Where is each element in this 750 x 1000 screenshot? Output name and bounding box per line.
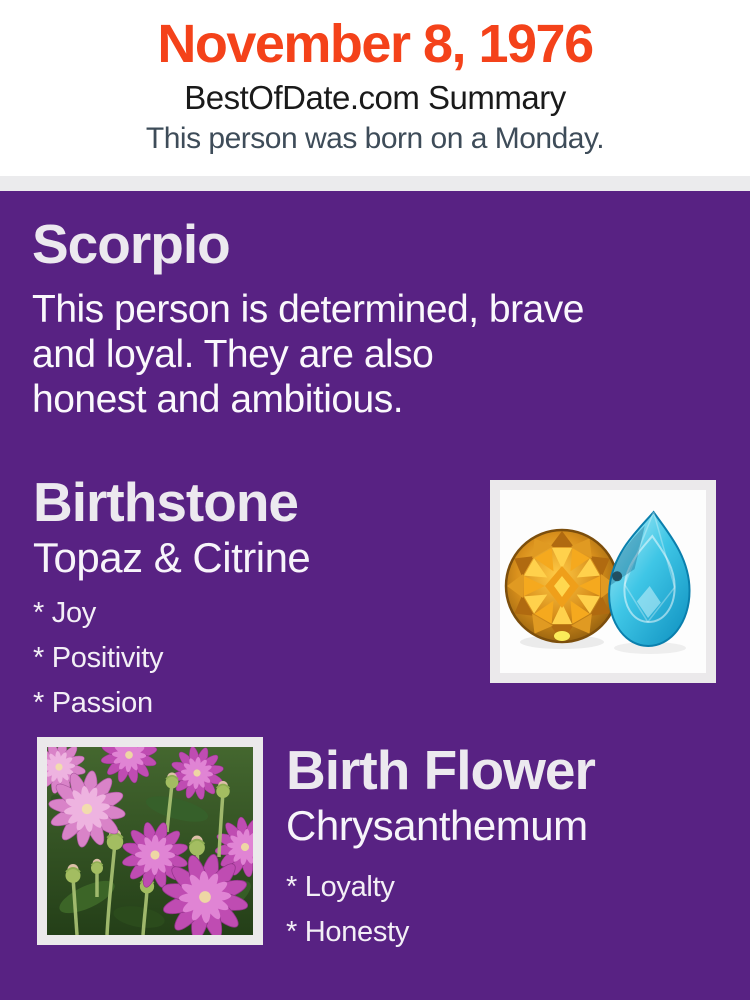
birth-flower-heading: Birth Flower (286, 739, 595, 801)
birth-flower-trait-list (286, 865, 595, 955)
date-title: November 8, 1976 (157, 14, 593, 74)
birth-flower-section (286, 739, 595, 955)
zodiac-description (32, 287, 584, 422)
chrysanthemum-image (47, 747, 253, 935)
birthstone-trait: * Joy (33, 597, 96, 629)
header-divider (0, 176, 750, 191)
birthstone-heading: Birthstone (33, 471, 298, 533)
zodiac-desc-line-3: honest and ambitious. (32, 378, 404, 421)
summary-body (0, 191, 750, 1000)
birth-flower-photo-card (37, 737, 263, 945)
header (0, 0, 750, 176)
zodiac-desc-line-2: and loyal. They are also (32, 333, 434, 376)
birth-flower-name: Chrysanthemum (286, 802, 588, 849)
zodiac-desc-line-1: This person is determined, brave (32, 288, 584, 331)
birthstone-trait: * Passion (33, 687, 153, 719)
birth-flower-trait: * Honesty (286, 916, 410, 948)
birthstone-gems-image (500, 490, 706, 673)
birthstone-photo-card (490, 480, 716, 683)
birthstone-trait-list (33, 591, 310, 726)
site-summary: BestOfDate.com Summary (184, 79, 566, 116)
citrine-gem-graphic (506, 530, 618, 642)
chrysanthemum-graphic (47, 747, 253, 935)
gems-graphic (500, 490, 706, 673)
birthstone-name: Topaz & Citrine (33, 534, 311, 581)
born-day-line: This person was born on a Monday. (145, 122, 605, 155)
birthstone-trait: * Positivity (33, 642, 164, 674)
zodiac-sign-title: Scorpio (32, 213, 230, 275)
birth-flower-trait: * Loyalty (286, 871, 395, 903)
birthstone-section (33, 471, 310, 726)
